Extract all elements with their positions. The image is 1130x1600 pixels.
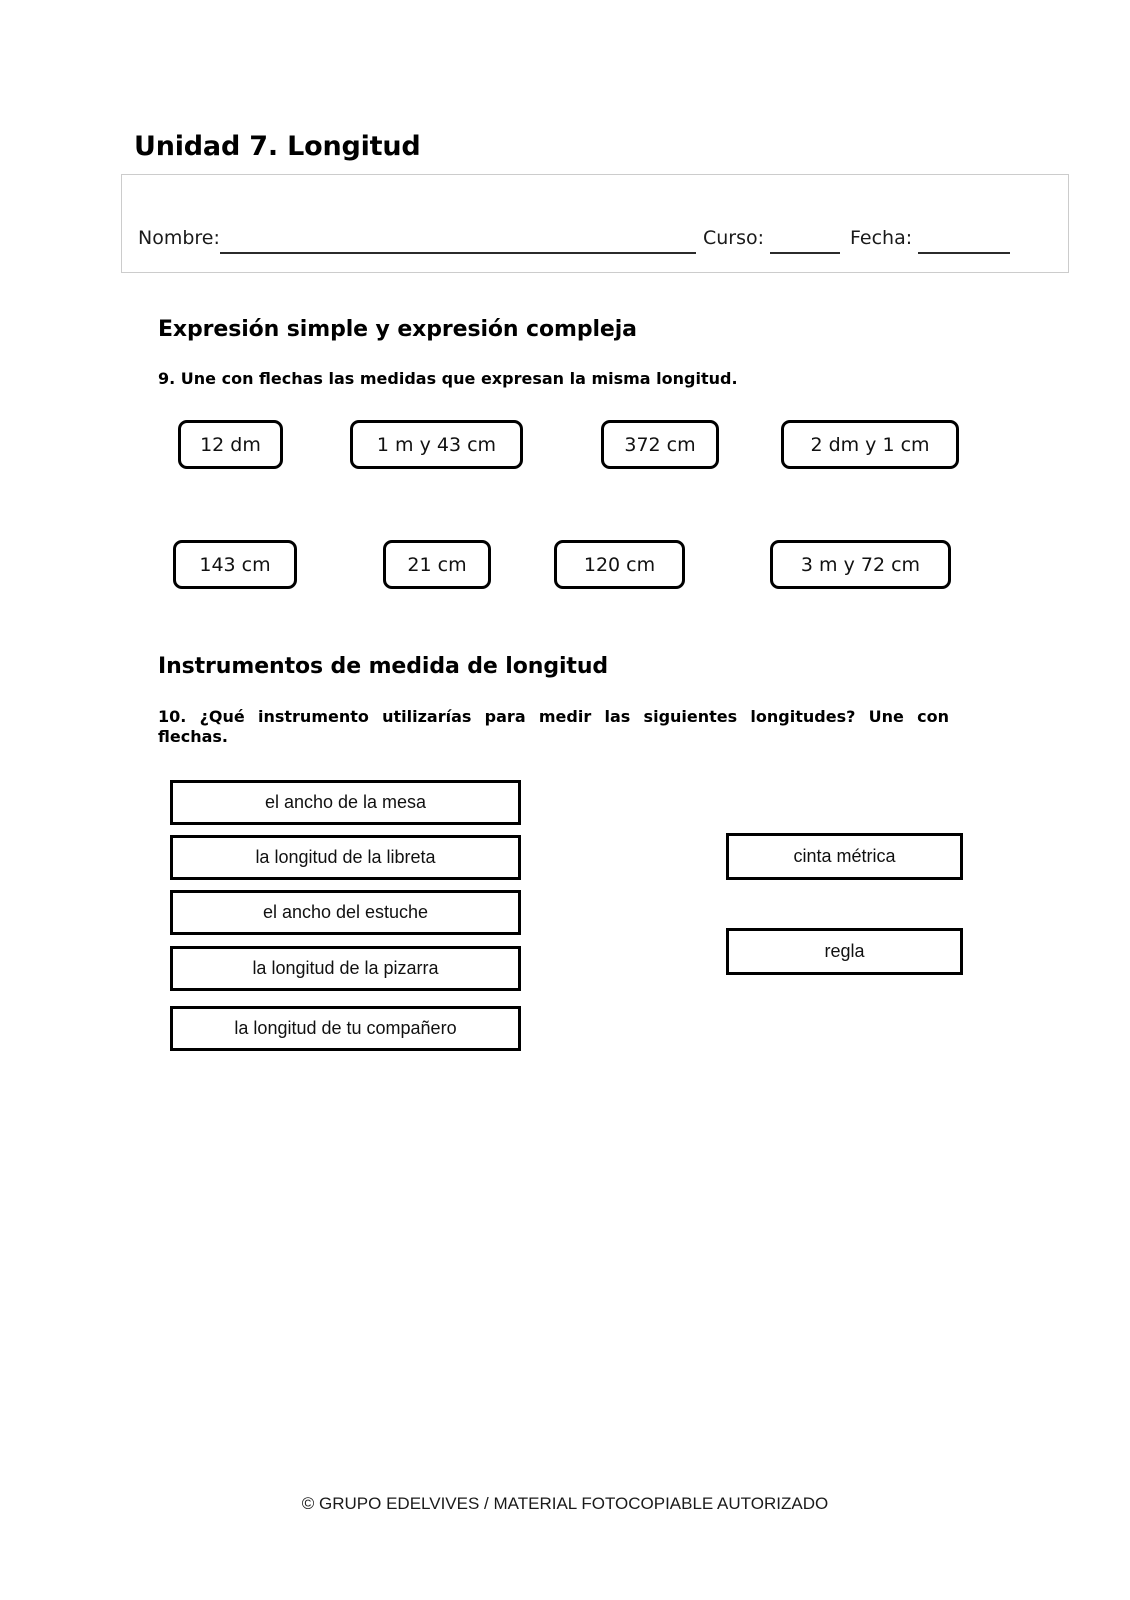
measure-box-row2-2[interactable]: 21 cm xyxy=(383,540,491,589)
course-label: Curso: xyxy=(703,227,765,249)
name-label: Nombre: xyxy=(138,227,220,249)
section-heading-instrumentos-medida: Instrumentos de medida de longitud xyxy=(158,654,609,679)
exercise-9-instruction: 9. Une con flechas las medidas que expresan la misma longitud. xyxy=(158,369,738,388)
item-box-left-1[interactable]: el ancho de la mesa xyxy=(170,780,521,825)
name-input-line[interactable] xyxy=(220,252,696,254)
measure-box-row2-4[interactable]: 3 m y 72 cm xyxy=(770,540,951,589)
section-heading-expresion-simple-compleja: Expresión simple y expresión compleja xyxy=(158,317,637,342)
item-box-left-2[interactable]: la longitud de la libreta xyxy=(170,835,521,880)
measure-box-row1-1[interactable]: 12 dm xyxy=(178,420,283,469)
measure-box-row1-4[interactable]: 2 dm y 1 cm xyxy=(781,420,959,469)
date-input-line[interactable] xyxy=(918,252,1010,254)
date-label: Fecha: xyxy=(850,227,913,249)
item-box-right-1[interactable]: cinta métrica xyxy=(726,833,963,880)
measure-box-row1-2[interactable]: 1 m y 43 cm xyxy=(350,420,523,469)
exercise-10-instruction-line-2: flechas. xyxy=(158,727,228,747)
footer-copyright: © GRUPO EDELVIVES / MATERIAL FOTOCOPIABLE AUTORIZADO xyxy=(301,1494,829,1513)
item-box-right-2[interactable]: regla xyxy=(726,928,963,975)
item-box-left-4[interactable]: la longitud de la pizarra xyxy=(170,946,521,991)
measure-box-row2-3[interactable]: 120 cm xyxy=(554,540,685,589)
exercise-10-instruction-line-1: 10. ¿Qué instrumento utilizarías para medir las siguientes longitudes? Une con xyxy=(158,707,949,726)
measure-box-row1-3[interactable]: 372 cm xyxy=(601,420,719,469)
identity-row xyxy=(122,175,1068,272)
course-input-line[interactable] xyxy=(770,252,840,254)
page-title: Unidad 7. Longitud xyxy=(134,131,421,162)
item-box-left-3[interactable]: el ancho del estuche xyxy=(170,890,521,935)
item-box-left-5[interactable]: la longitud de tu compañero xyxy=(170,1006,521,1051)
measure-box-row2-1[interactable]: 143 cm xyxy=(173,540,297,589)
exercise-10-instruction xyxy=(158,707,949,748)
student-identity-box xyxy=(121,174,1069,273)
